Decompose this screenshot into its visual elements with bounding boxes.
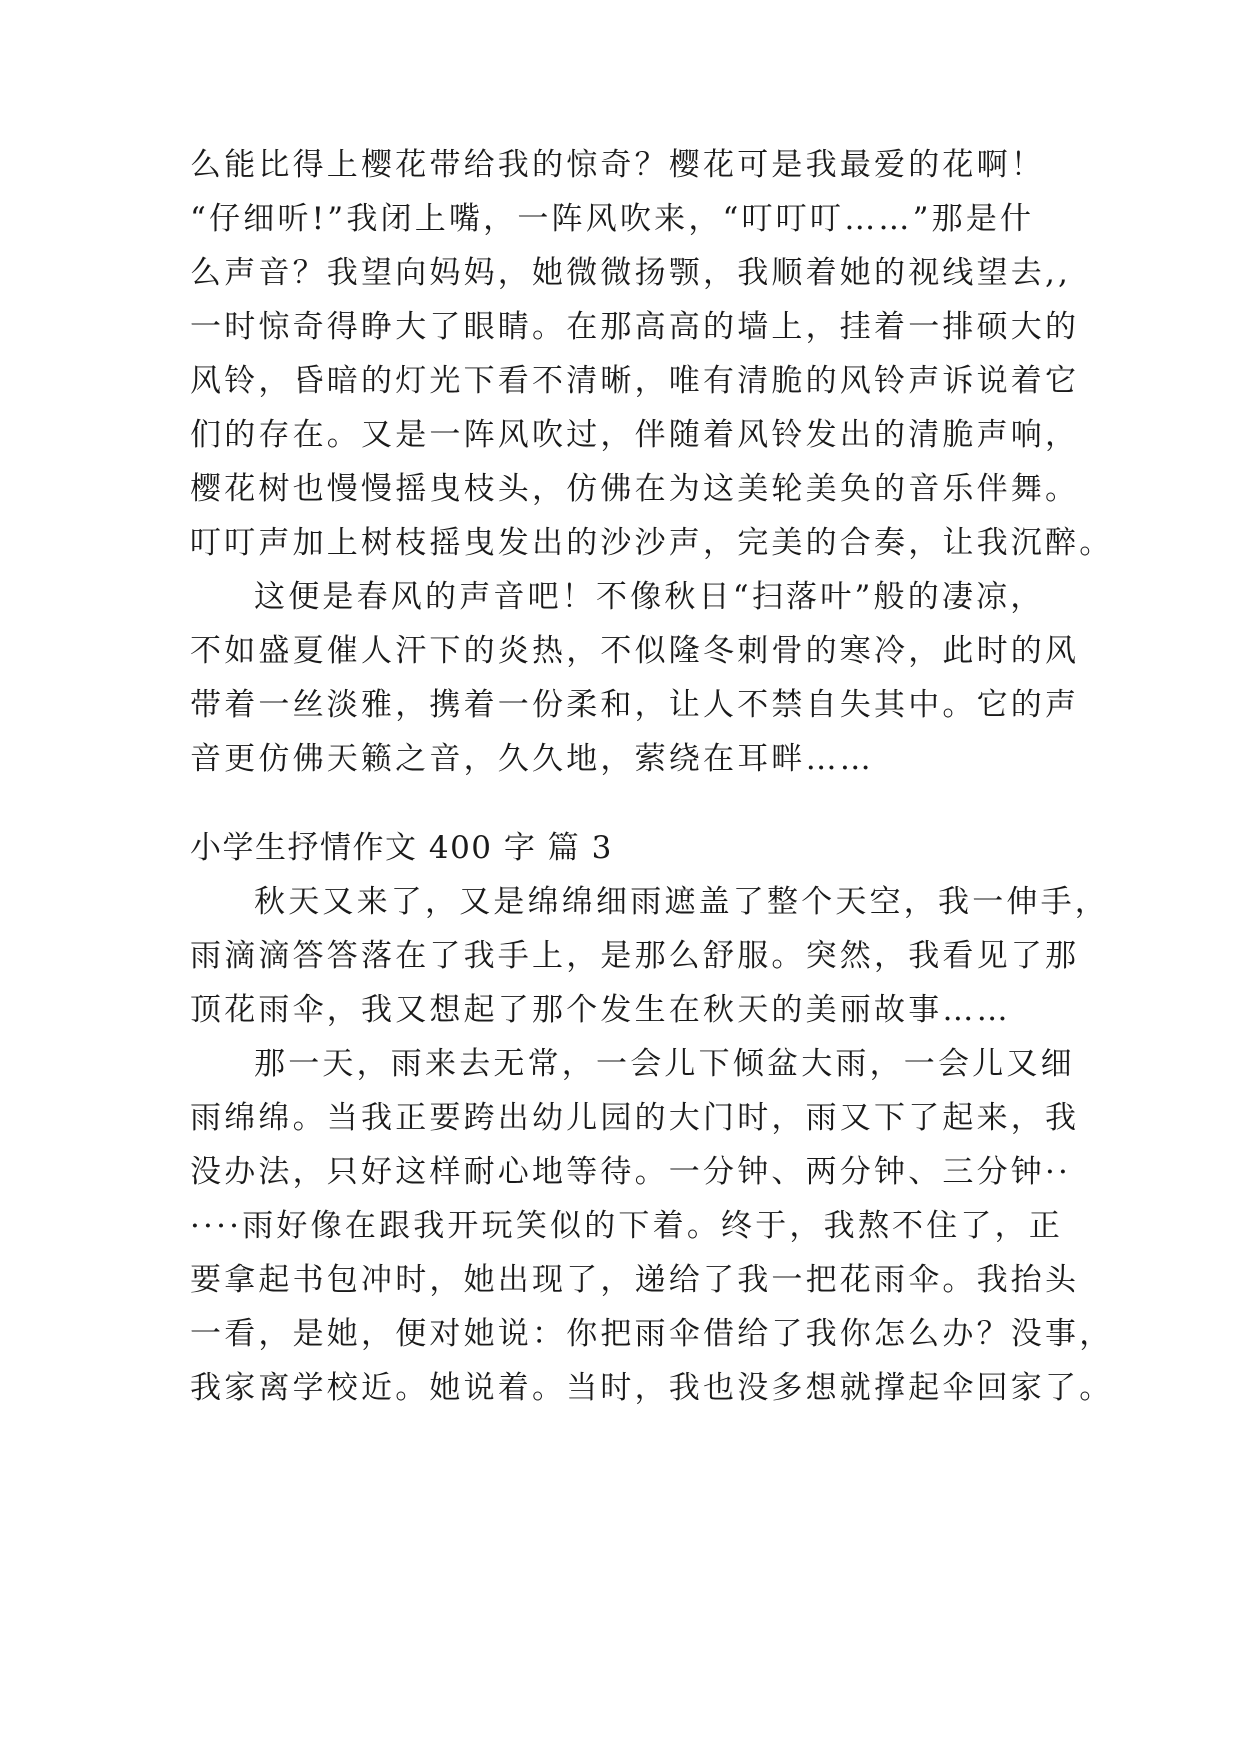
paragraph-1-line-7: 樱花树也慢慢摇曳枝头，仿佛在为这美轮美奂的音乐伴舞。 — [190, 471, 1080, 507]
paragraph-1-line-5: 风铃，昏暗的灯光下看不清晰，唯有清脆的风铃声诉说着它 — [190, 363, 1080, 399]
paragraph-4-line-1: 那一天，雨来去无常，一会儿下倾盆大雨，一会儿又细 — [254, 1046, 1075, 1082]
section-heading: 小学生抒情作文 400 字 篇 3 — [190, 830, 613, 866]
paragraph-4-line-3: 没办法，只好这样耐心地等待。一分钟、两分钟、三分钟·· — [190, 1154, 1072, 1190]
paragraph-3-line-1: 秋天又来了，又是绵绵细雨遮盖了整个天空，我一伸手， — [254, 884, 1109, 920]
paragraph-2-line-4: 音更仿佛天籁之音，久久地，萦绕在耳畔…… — [190, 741, 874, 777]
paragraph-1-line-8: 叮叮声加上树枝摇曳发出的沙沙声，完美的合奏，让我沉醉。 — [190, 525, 1114, 561]
paragraph-1-line-2: “仔细听!”我闭上嘴，一阵风吹来，“叮叮叮……”那是什 — [190, 201, 1035, 237]
paragraph-1-line-4: 一时惊奇得睁大了眼睛。在那高高的墙上，挂着一排硕大的 — [190, 309, 1080, 345]
paragraph-4-line-4: ····雨好像在跟我开玩笑似的下着。终于，我熬不住了，正 — [190, 1208, 1064, 1244]
paragraph-1-line-6: 们的存在。又是一阵风吹过，伴随着风铃发出的清脆声响， — [190, 417, 1080, 453]
paragraph-3-line-3: 顶花雨伞，我又想起了那个发生在秋天的美丽故事…… — [190, 992, 1011, 1028]
paragraph-1-line-3: 么声音？我望向妈妈，她微微扬颚，我顺着她的视线望去,, — [190, 255, 1072, 291]
paragraph-4-line-6: 一看，是她，便对她说：你把雨伞借给了我你怎么办？没事， — [190, 1316, 1114, 1352]
paragraph-4-line-5: 要拿起书包冲时，她出现了，递给了我一把花雨伞。我抬头 — [190, 1262, 1080, 1298]
paragraph-4-line-2: 雨绵绵。当我正要跨出幼儿园的大门时，雨又下了起来，我 — [190, 1100, 1080, 1136]
paragraph-3-line-2: 雨滴滴答答落在了我手上，是那么舒服。突然，我看见了那 — [190, 938, 1080, 974]
paragraph-1-line-1: 么能比得上樱花带给我的惊奇？樱花可是我最爱的花啊！ — [190, 147, 1045, 183]
paragraph-2-line-1: 这便是春风的声音吧！不像秋日“扫落叶”般的凄凉， — [254, 579, 1045, 615]
paragraph-2-line-3: 带着一丝淡雅，携着一份柔和，让人不禁自失其中。它的声 — [190, 687, 1080, 723]
paragraph-4-line-7: 我家离学校近。她说着。当时，我也没多想就撑起伞回家了。 — [190, 1370, 1114, 1406]
paragraph-2-line-2: 不如盛夏催人汗下的炎热，不似隆冬刺骨的寒冷，此时的风 — [190, 633, 1080, 669]
